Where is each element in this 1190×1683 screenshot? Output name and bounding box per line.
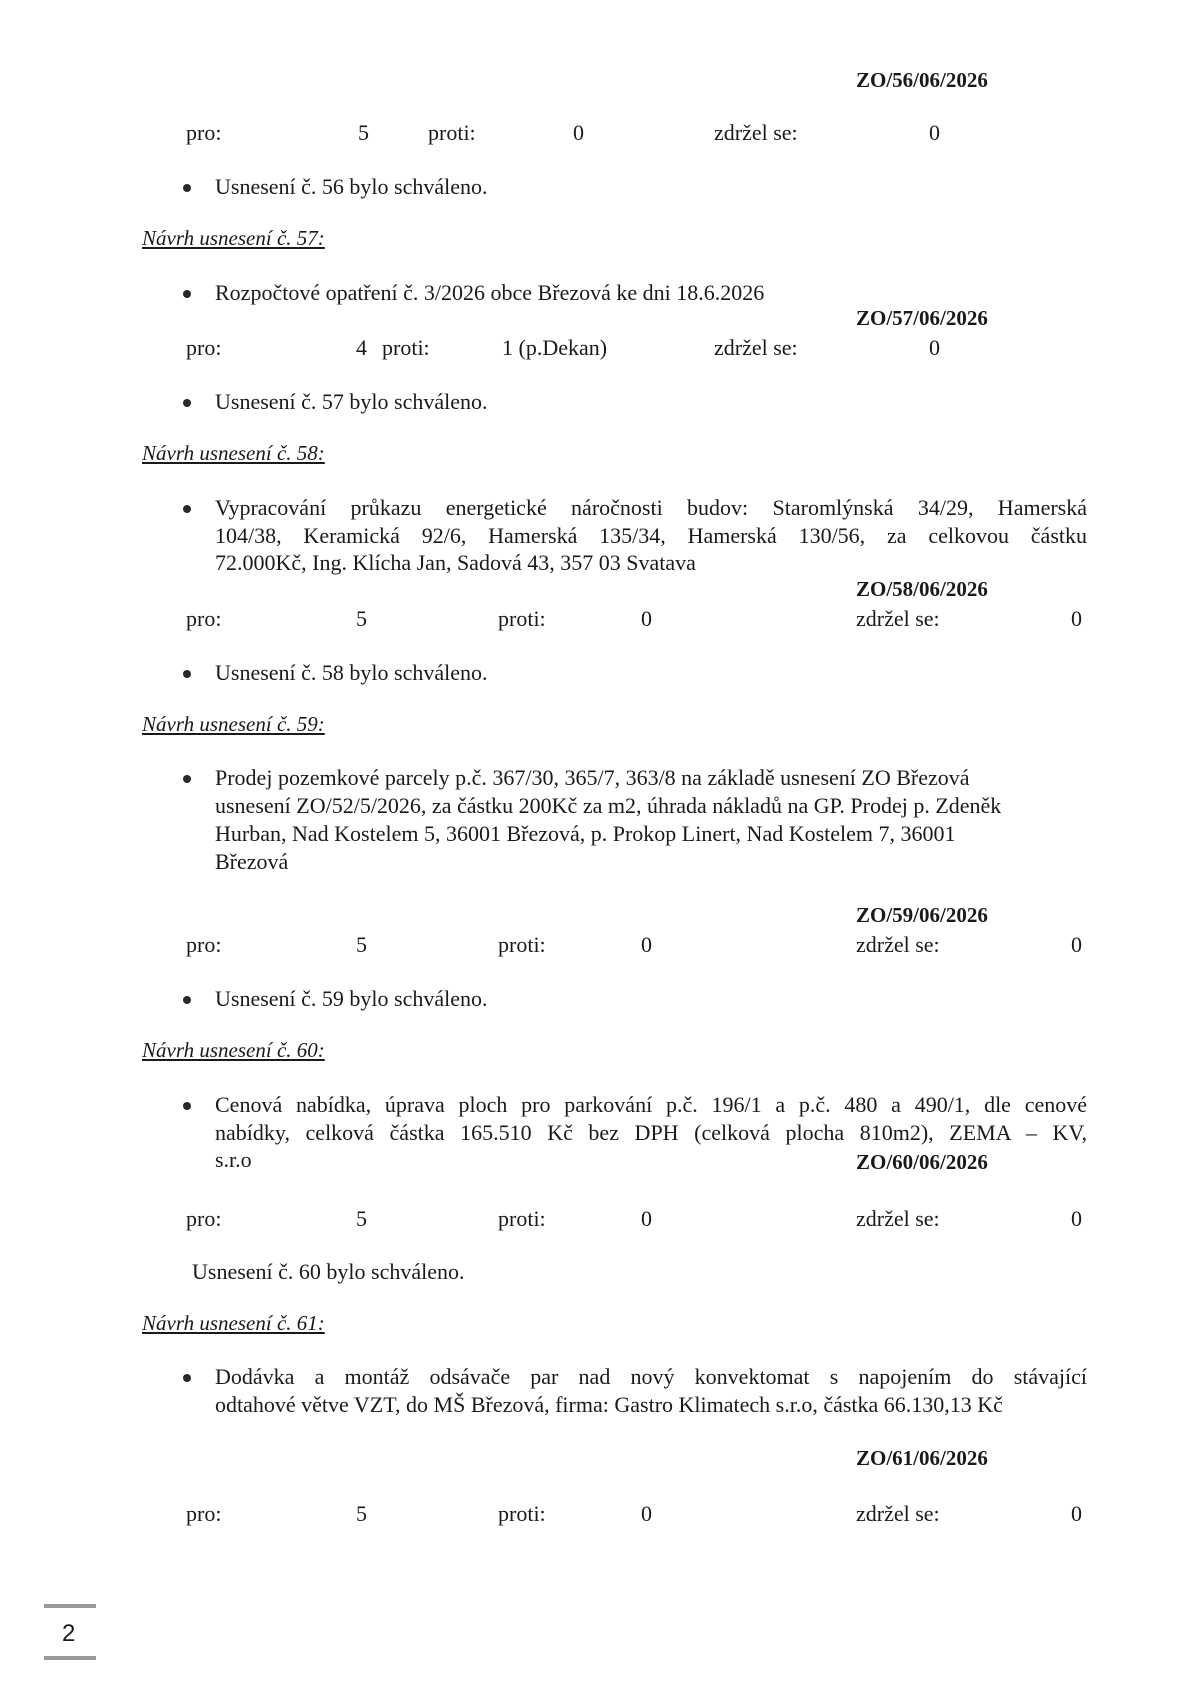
- vote-for-count: 5: [356, 932, 367, 957]
- bullet-icon: [183, 399, 191, 407]
- vote-for-label: pro:: [186, 335, 222, 360]
- text-line: Vypracování průkazu energetické náročnosti budov: Staromlýnská 34/29, Hamerská: [215, 495, 1087, 520]
- text-line: 104/38, Keramická 92/6, Hamerská 135/34, Hamerská 130/56, za celkovou částku: [215, 523, 1087, 548]
- vote-against-label: proti:: [498, 932, 546, 957]
- vote-against-label: proti:: [498, 1206, 546, 1231]
- resolution-heading: Návrh usnesení č. 60:: [142, 1038, 325, 1062]
- resolution-code: ZO/56/06/2026: [856, 68, 988, 92]
- vote-against-count: 1 (p.Dekan): [502, 335, 608, 360]
- bullet-icon: [183, 184, 191, 192]
- vote-for-count: 5: [356, 606, 367, 631]
- bullet-icon: [183, 775, 191, 783]
- vote-abstain-count: 0: [929, 120, 940, 145]
- vote-against-count: 0: [573, 120, 584, 145]
- vote-against-count: 0: [641, 606, 652, 631]
- text-line: Dodávka a montáž odsávače par nad nový konvektomat s napojením do stávající: [215, 1364, 1087, 1389]
- resolution-code: ZO/61/06/2026: [856, 1446, 988, 1470]
- resolution-result: Usnesení č. 59 bylo schváleno.: [215, 986, 488, 1011]
- page-number-rule-bottom: [44, 1656, 96, 1660]
- resolution-result: Usnesení č. 58 bylo schváleno.: [215, 660, 488, 685]
- vote-abstain-count: 0: [1071, 606, 1082, 631]
- vote-for-count: 5: [358, 120, 369, 145]
- vote-abstain-count: 0: [1071, 1206, 1082, 1231]
- vote-abstain-count: 0: [1071, 1501, 1082, 1526]
- vote-for-label: pro:: [186, 932, 222, 957]
- resolution-result: Usnesení č. 56 bylo schváleno.: [215, 174, 488, 199]
- bullet-icon: [183, 1102, 191, 1110]
- resolution-code: ZO/57/06/2026: [856, 306, 988, 330]
- page-number: 2: [62, 1620, 76, 1647]
- vote-abstain-label: zdržel se:: [856, 932, 940, 957]
- bullet-icon: [183, 1374, 191, 1382]
- resolution-text: [215, 1363, 1087, 1419]
- vote-abstain-label: zdržel se:: [856, 606, 940, 631]
- resolution-heading: Návrh usnesení č. 61:: [142, 1311, 325, 1335]
- resolution-code: ZO/60/06/2026: [856, 1150, 988, 1174]
- vote-against-label: proti:: [498, 1501, 546, 1526]
- vote-abstain-count: 0: [929, 335, 940, 360]
- bullet-icon: [183, 996, 191, 1004]
- resolution-text: Rozpočtové opatření č. 3/2026 obce Březová ke dni 18.6.2026: [215, 280, 765, 305]
- text-line: 72.000Kč, Ing. Klícha Jan, Sadová 43, 357 03 Svatava: [215, 550, 696, 575]
- vote-against-label: proti:: [428, 120, 476, 145]
- resolution-heading: Návrh usnesení č. 59:: [142, 712, 325, 736]
- resolution-code: ZO/59/06/2026: [856, 903, 988, 927]
- resolution-text: [215, 1091, 1087, 1147]
- page-number-rule-top: [44, 1604, 96, 1608]
- vote-for-label: pro:: [186, 1501, 222, 1526]
- text-line: Cenová nabídka, úprava ploch pro parkování p.č. 196/1 a p.č. 480 a 490/1, dle cenové: [215, 1092, 1087, 1117]
- bullet-icon: [183, 290, 191, 298]
- vote-against-count: 0: [641, 932, 652, 957]
- vote-abstain-count: 0: [1071, 932, 1082, 957]
- vote-against-label: proti:: [498, 606, 546, 631]
- vote-for-label: pro:: [186, 1206, 222, 1231]
- vote-against-count: 0: [641, 1206, 652, 1231]
- vote-abstain-label: zdržel se:: [856, 1206, 940, 1231]
- resolution-heading: Návrh usnesení č. 57:: [142, 226, 325, 250]
- vote-for-label: pro:: [186, 606, 222, 631]
- vote-abstain-label: zdržel se:: [714, 120, 798, 145]
- text-line: usnesení ZO/52/5/2026, za částku 200Kč za m2, úhrada nákladů na GP. Prodej p. Zdeněk: [215, 793, 1002, 818]
- text-line: odtahové větve VZT, do MŠ Březová, firma: Gastro Klimatech s.r.o, částka 66.130,13 Kč: [215, 1392, 1003, 1417]
- resolution-result: Usnesení č. 57 bylo schváleno.: [215, 389, 488, 414]
- resolution-text: [215, 494, 1087, 550]
- bullet-icon: [183, 505, 191, 513]
- vote-for-count: 5: [356, 1206, 367, 1231]
- vote-for-count: 5: [356, 1501, 367, 1526]
- resolution-heading: Návrh usnesení č. 58:: [142, 441, 325, 465]
- vote-against-count: 0: [641, 1501, 652, 1526]
- text-line: nabídky, celková částka 165.510 Kč bez DPH (celková plocha 810m2), ZEMA – KV,: [215, 1120, 1087, 1145]
- text-line: Hurban, Nad Kostelem 5, 36001 Březová, p. Prokop Linert, Nad Kostelem 7, 36001: [215, 821, 956, 846]
- vote-abstain-label: zdržel se:: [856, 1501, 940, 1526]
- vote-for-label: pro:: [186, 120, 222, 145]
- text-line: s.r.o: [215, 1147, 252, 1172]
- bullet-icon: [183, 670, 191, 678]
- vote-abstain-label: zdržel se:: [714, 335, 798, 360]
- vote-for-count: 4: [356, 335, 367, 360]
- text-line: Prodej pozemkové parcely p.č. 367/30, 365/7, 363/8 na základě usnesení ZO Březová: [215, 765, 970, 790]
- resolution-code: ZO/58/06/2026: [856, 577, 988, 601]
- resolution-result: Usnesení č. 60 bylo schváleno.: [192, 1259, 465, 1284]
- vote-against-label: proti:: [382, 335, 430, 360]
- text-line: Březová: [215, 849, 289, 874]
